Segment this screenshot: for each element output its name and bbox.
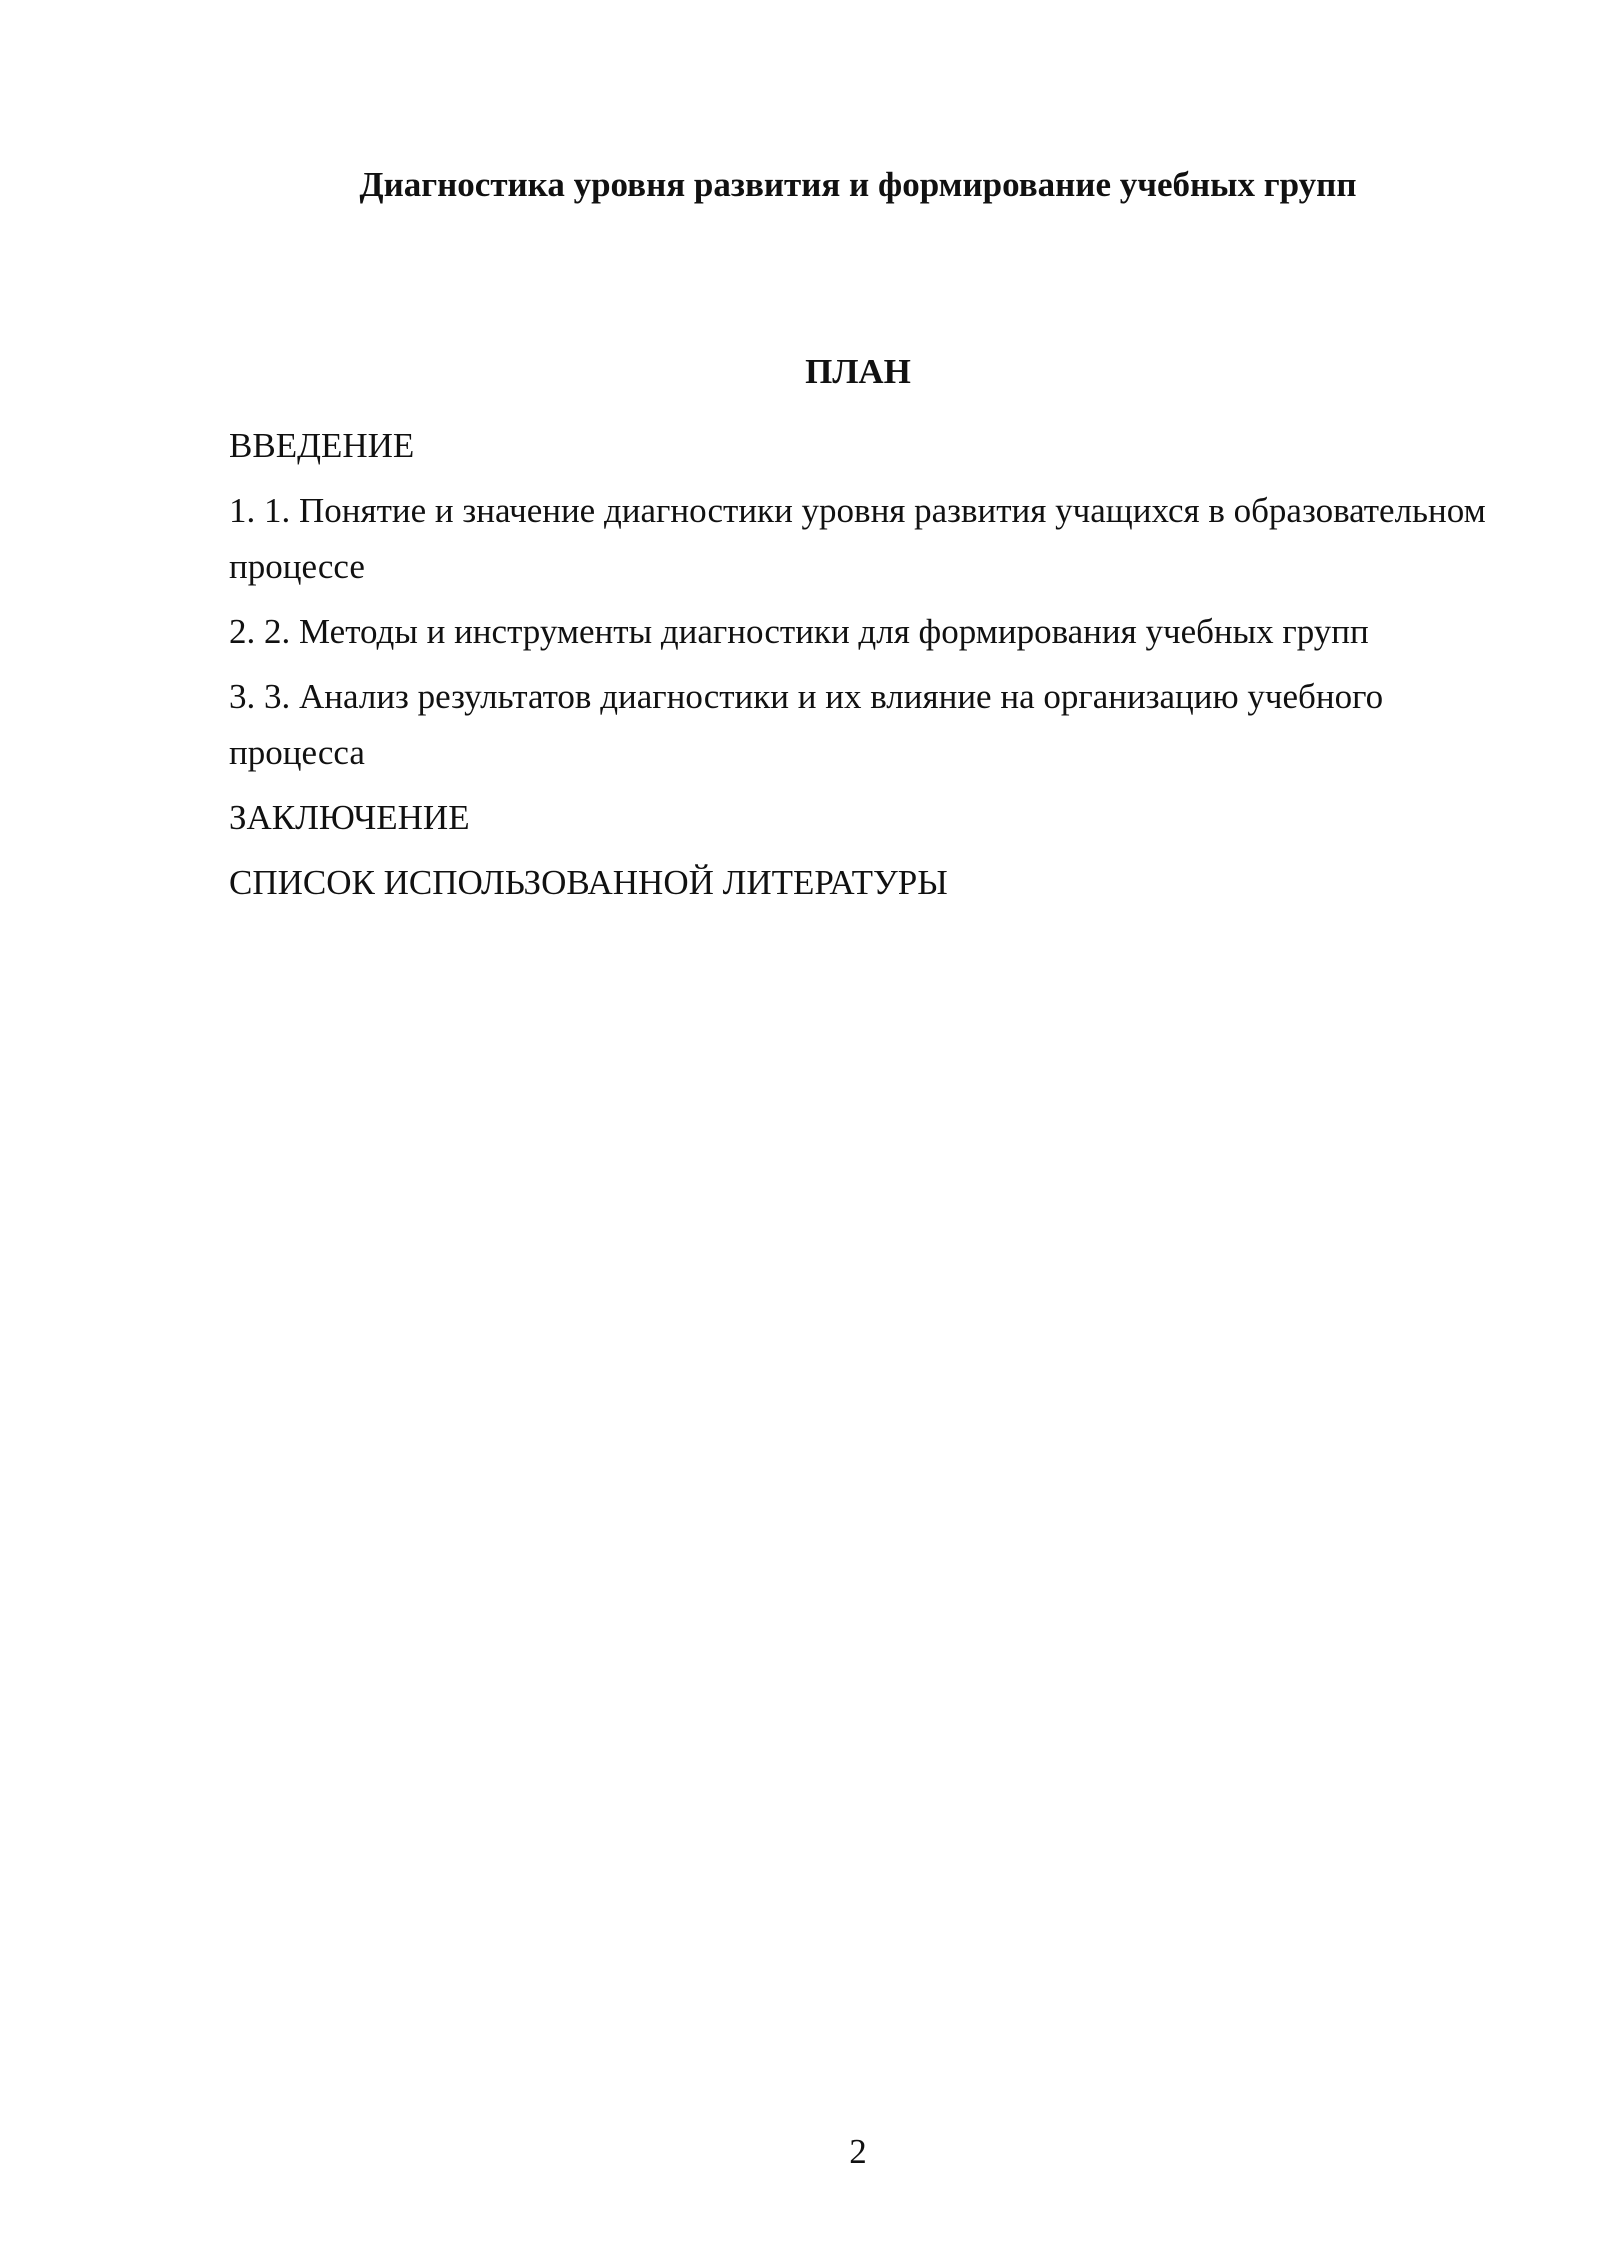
table-of-contents: [229, 418, 1489, 920]
page-number: 2: [849, 2132, 867, 2171]
toc-item-references: СПИСОК ИСПОЛЬЗОВАННОЙ ЛИТЕРАТУРЫ: [229, 863, 948, 902]
toc-item-introduction: ВВЕДЕНИЕ: [229, 426, 415, 465]
toc-item-chapter-3: 3. 3. Анализ результатов диагностики и их влияние на организацию учебного процесса: [229, 677, 1384, 772]
toc-item-chapter-1: 1. 1. Понятие и значение диагностики уровня развития учащихся в образовательном процессе: [229, 491, 1486, 586]
plan-heading: ПЛАН: [805, 352, 911, 391]
document-title: Диагностика уровня развития и формирование учебных групп: [359, 165, 1357, 204]
toc-item-chapter-2: 2. 2. Методы и инструменты диагностики для формирования учебных групп: [229, 612, 1369, 651]
toc-item-conclusion: ЗАКЛЮЧЕНИЕ: [229, 798, 470, 837]
